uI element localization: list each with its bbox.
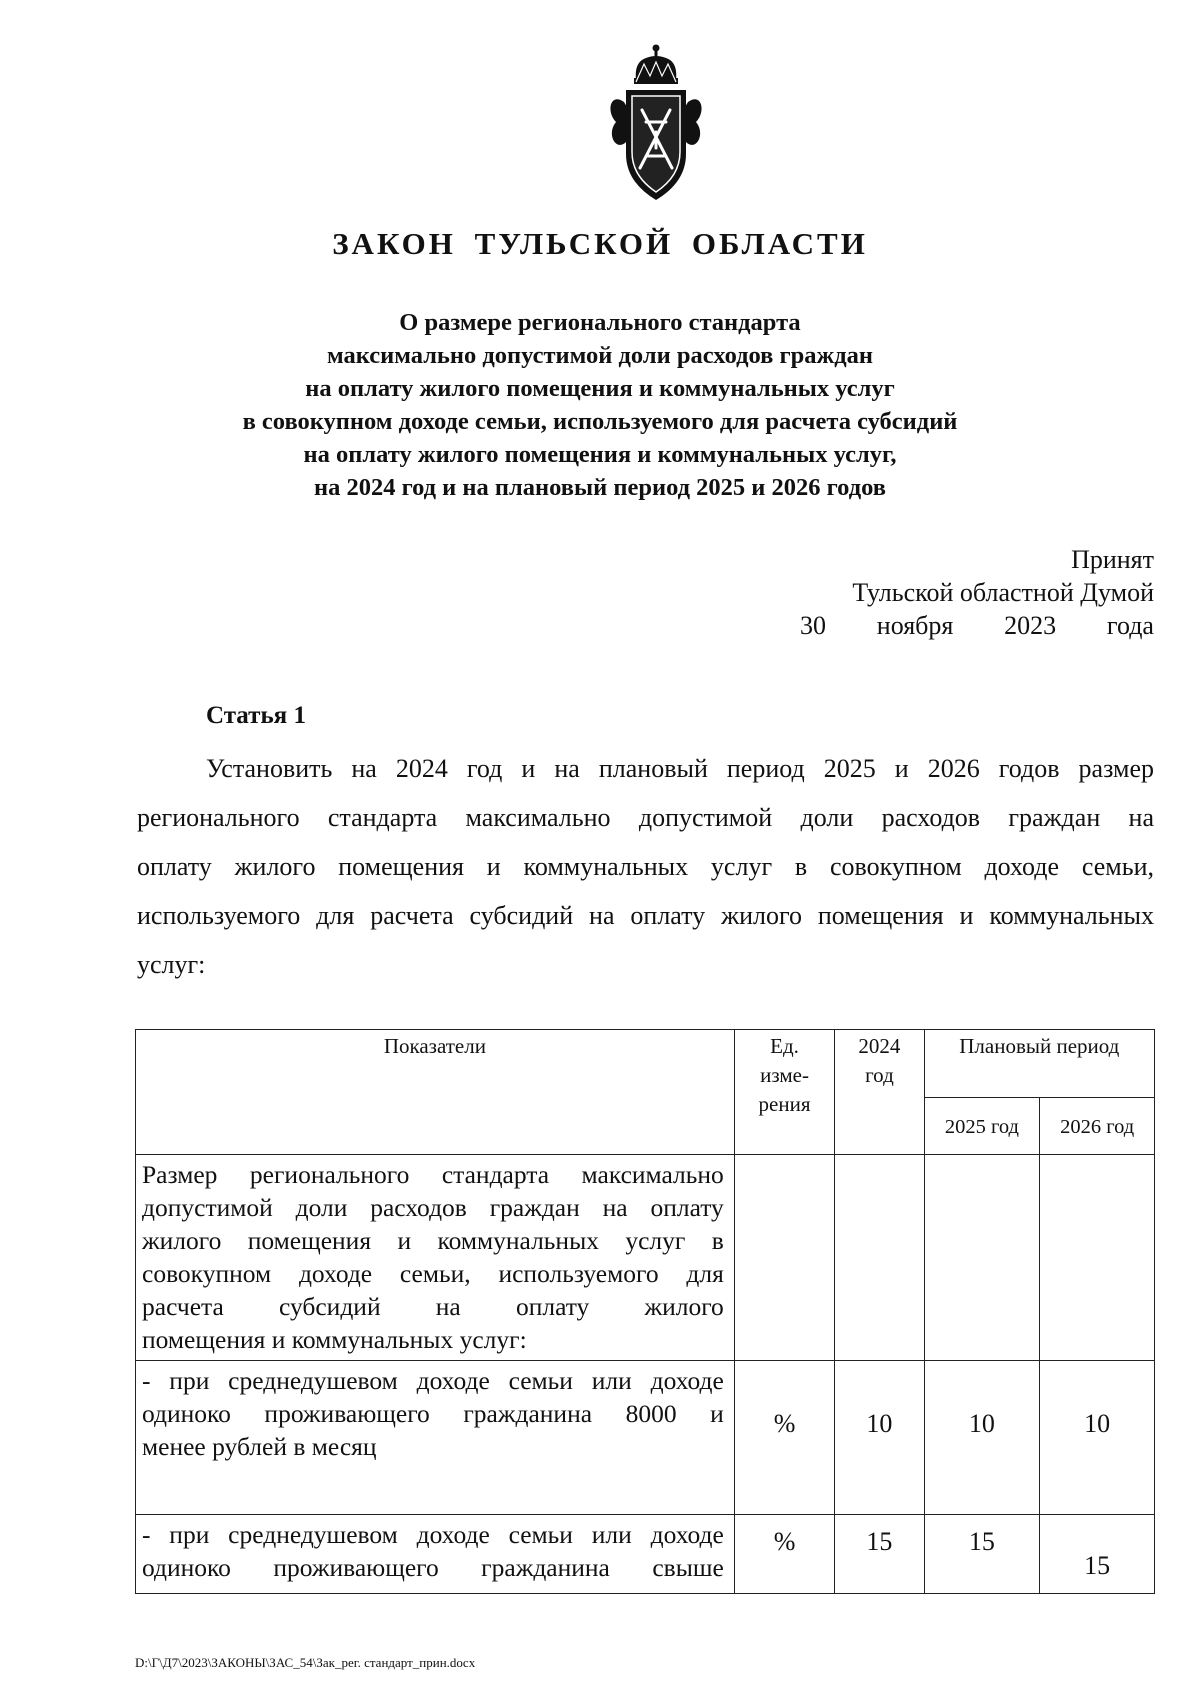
adoption-accepted: Принят [1071,545,1154,574]
coat-of-arms-emblem [596,42,716,210]
header-unit-line: рения [758,1092,811,1116]
desc-line: одиноко проживающего гражданина свыше [142,1553,724,1582]
header-year-line: год [865,1063,894,1087]
header-indicators: Показатели [136,1030,735,1155]
cell-2025: 15 [924,1515,1040,1594]
adoption-block [794,543,1154,642]
cell-2024: 10 [835,1361,924,1515]
subtitle-line: на 2024 год и на плановый период 2025 и 2026 годов [313,474,886,501]
row-description [136,1155,735,1361]
table-row [136,1515,1155,1594]
subtitle-line: на оплату жилого помещения и коммунальных услуг [305,375,895,402]
article-line: регионального стандарта максимально допустимой доли расходов граждан на [137,803,1154,832]
cell-2026: 15 [1040,1515,1155,1594]
adoption-month: ноября [876,611,954,640]
desc-line: помещения и коммунальных услуг: [142,1325,527,1354]
desc-line: одиноко проживающего гражданина 8000 и [142,1399,724,1428]
article-line: Установить на 2024 год и на плановый период 2025 и 2026 годов размер [206,754,1154,783]
cell-2026 [1040,1155,1155,1361]
cell-2025 [924,1155,1040,1361]
desc-line: расчета субсидий на оплату жилого [142,1292,724,1321]
desc-line: менее рублей в месяц [142,1432,377,1461]
subtitle-line: максимально допустимой доли расходов граждан [326,342,874,369]
law-title: ЗАКОН ТУЛЬСКОЙ ОБЛАСТИ [332,226,868,261]
desc-line: - при среднедушевом доходе семьи или доходе [142,1520,724,1549]
cell-unit [734,1155,834,1361]
adoption-body: Тульской областной Думой [852,578,1154,607]
desc-line: - при среднедушевом доходе семьи или доходе [142,1366,724,1395]
table-row [136,1361,1155,1515]
article-line: оплату жилого помещения и коммунальных услуг в совокупном доходе семьи, [137,852,1154,881]
cell-unit: % [734,1515,834,1594]
adoption-day: 30 [800,611,826,640]
adoption-year-word: года [1106,611,1154,640]
law-subtitle [180,306,1020,504]
row-description [136,1515,735,1594]
article-line: услуг: [137,950,206,979]
desc-line: жилого помещения и коммунальных услуг в [142,1226,724,1255]
header-2024 [835,1030,924,1155]
cell-2025: 10 [924,1361,1040,1515]
desc-line: допустимой доли расходов граждан на оплату [142,1193,724,1222]
adoption-date [794,609,1154,642]
article-heading: Статья 1 [206,702,306,729]
header-2025: 2025 год [924,1098,1040,1155]
cell-2024 [835,1155,924,1361]
footer-file-path: D:\Г\Д7\2023\ЗАКОНЫ\ЗАС_54\Зак_рег. стандарт_прин.docx [135,1655,476,1670]
header-2026: 2026 год [1040,1098,1155,1155]
article-body [137,744,1154,989]
row-description [136,1361,735,1515]
adoption-year: 2023 [1004,611,1057,640]
desc-line: Размер регионального стандарта максимально [142,1160,724,1189]
header-year-line: 2024 [858,1034,901,1058]
article-line: используемого для расчета субсидий на оплату жилого помещения и коммунальных [137,901,1154,930]
standards-table [135,1029,1155,1594]
header-unit-line: Ед. [770,1034,799,1058]
header-unit [734,1030,834,1155]
header-unit-line: изме- [760,1063,809,1087]
desc-line: совокупном доходе семьи, используемого для [142,1259,724,1288]
table-row [136,1155,1155,1361]
cell-2024: 15 [835,1515,924,1594]
subtitle-line: на оплату жилого помещения и коммунальных услуг, [303,441,897,468]
subtitle-line: в совокупном доходе семьи, используемого для расчета субсидий [242,408,958,435]
cell-2026: 10 [1040,1361,1155,1515]
cell-unit: % [734,1361,834,1515]
header-planned-period: Плановый период [924,1030,1154,1098]
subtitle-line: О размере регионального стандарта [399,309,801,336]
